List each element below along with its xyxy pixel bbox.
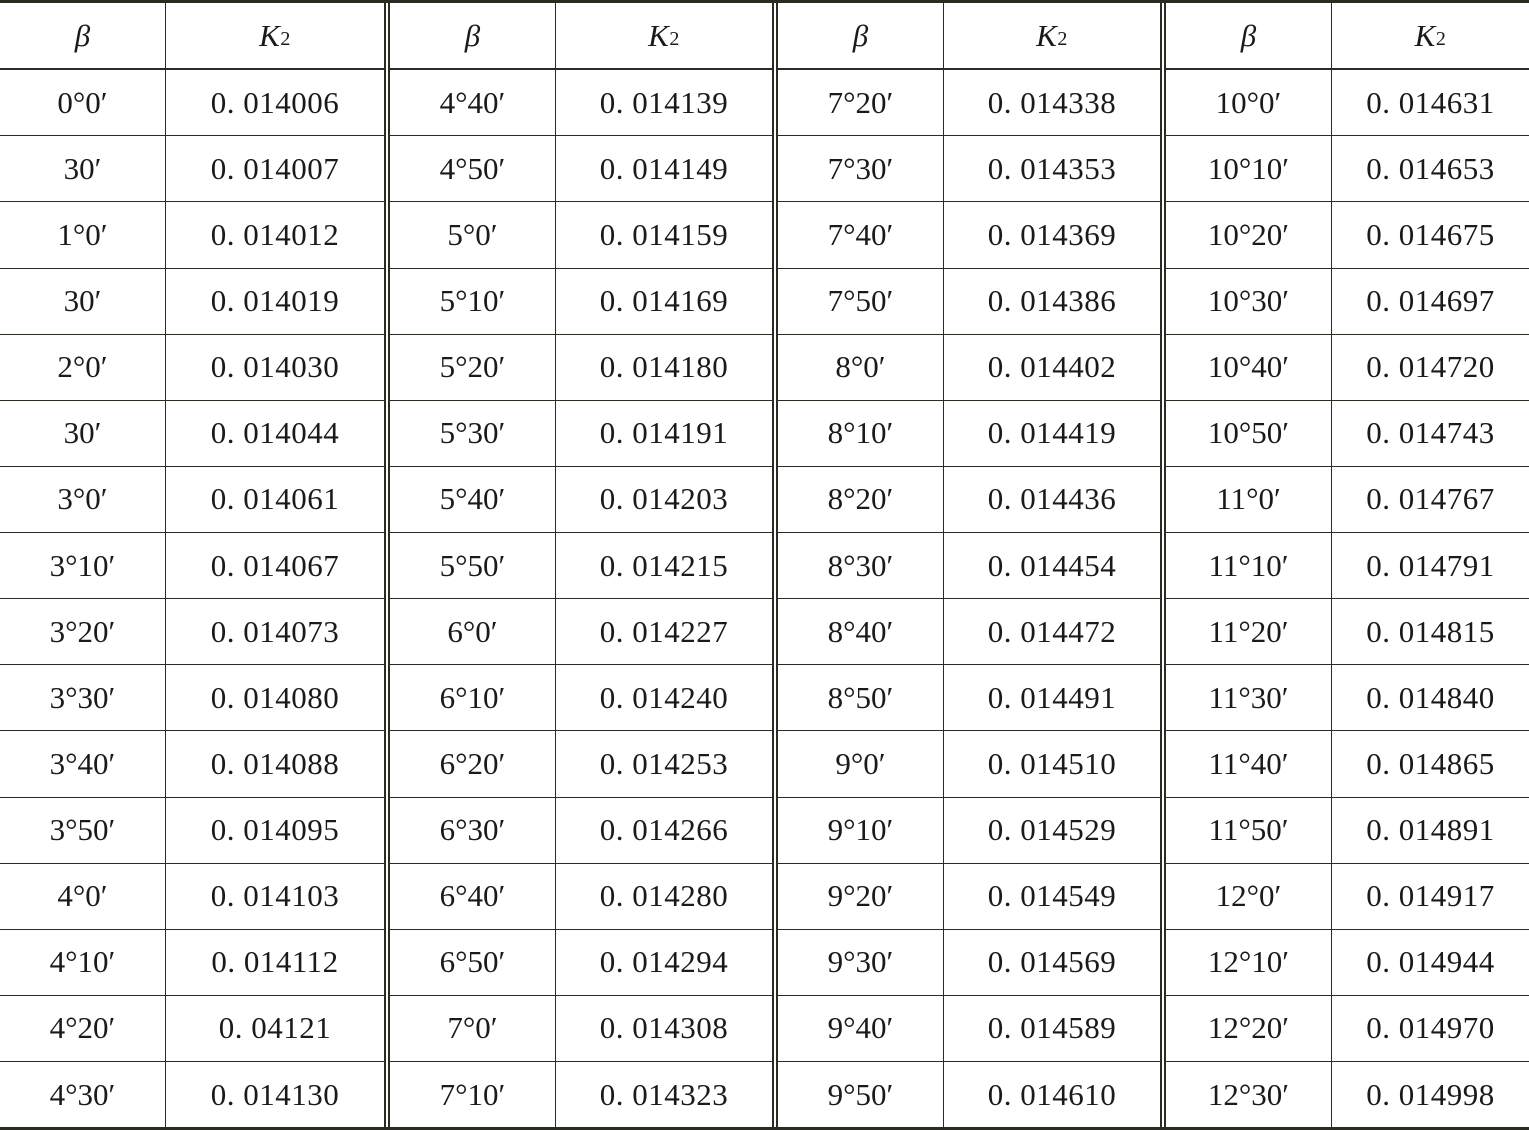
beta-cell: 6°30′: [390, 798, 556, 863]
k2-cell: 0. 014044: [210, 415, 340, 451]
table-row: [778, 533, 1160, 599]
beta-cell: 12°20′: [1166, 996, 1332, 1061]
beta-cell: 4°50′: [390, 136, 556, 201]
beta-cell: 3°10′: [0, 533, 166, 598]
table-row: [0, 136, 384, 202]
table-row: [1166, 202, 1529, 268]
k2-cell: 0. 014323: [599, 1076, 729, 1112]
table-row: [1166, 401, 1529, 467]
k2-cell: 0. 014203: [599, 481, 729, 517]
beta-cell: 9°0′: [778, 731, 944, 796]
k2-cell: 0. 014454: [987, 547, 1117, 583]
k2-cell: 0. 014103: [210, 878, 340, 914]
beta-cell: 5°10′: [390, 269, 556, 334]
table-row: [778, 798, 1160, 864]
k2-header-symbol: K: [1414, 17, 1436, 53]
k2-cell: 0. 014697: [1366, 283, 1495, 319]
k2-cell: 0. 014067: [210, 547, 340, 583]
beta-cell: 7°50′: [778, 269, 944, 334]
k2-cell: 0. 014815: [1366, 613, 1495, 649]
k2-cell: 0. 014944: [1366, 944, 1495, 980]
k2-cell: 0. 014743: [1366, 415, 1495, 451]
header-row: [778, 3, 1160, 70]
k2-cell: 0. 014215: [599, 547, 729, 583]
k2-cell: 0. 014998: [1366, 1076, 1495, 1112]
k2-cell: 0. 014529: [987, 812, 1117, 848]
beta-cell: 11°20′: [1166, 599, 1332, 664]
k2-cell: 0. 014510: [987, 745, 1117, 781]
k2-cell: 0. 014149: [599, 150, 729, 186]
table-row: [0, 798, 384, 864]
beta-cell: 8°0′: [778, 335, 944, 400]
k2-cell: 0. 014791: [1366, 547, 1495, 583]
k2-cell: 0. 04121: [218, 1010, 332, 1046]
k2-cell: 0. 014169: [599, 283, 729, 319]
beta-cell: 11°40′: [1166, 731, 1332, 796]
header-row: [390, 3, 772, 70]
table-row: [1166, 335, 1529, 401]
table-row: [778, 930, 1160, 996]
beta-cell: 4°0′: [0, 864, 166, 929]
beta-column-header: β: [1166, 3, 1332, 68]
k2-cell: 0. 014280: [599, 878, 729, 914]
table-row: [390, 798, 772, 864]
table-row: [390, 1062, 772, 1127]
table-row: [1166, 930, 1529, 996]
k2-cell: 0. 014061: [210, 481, 340, 517]
table-row: [390, 996, 772, 1062]
beta-cell: 9°40′: [778, 996, 944, 1061]
k2-header-symbol: K: [1036, 17, 1058, 53]
k2-header-symbol: K: [648, 17, 670, 53]
table-row: [0, 467, 384, 533]
beta-cell: 6°40′: [390, 864, 556, 929]
table-row: [390, 599, 772, 665]
beta-cell: 11°10′: [1166, 533, 1332, 598]
beta-cell: 30′: [0, 401, 166, 466]
table-row: [778, 335, 1160, 401]
k2-cell: 0. 014402: [987, 349, 1117, 385]
beta-cell: 9°10′: [778, 798, 944, 863]
table-row: [1166, 996, 1529, 1062]
table-row: [390, 731, 772, 797]
beta-cell: 3°0′: [0, 467, 166, 532]
table-row: [1166, 864, 1529, 930]
beta-cell: 4°30′: [0, 1062, 166, 1127]
k2-cell: 0. 014159: [599, 216, 729, 252]
table-row: [778, 467, 1160, 533]
k2-cell: 0. 014240: [599, 679, 729, 715]
k2-header-subscript: 2: [1057, 28, 1068, 51]
table-row: [0, 269, 384, 335]
k2-cell: 0. 014386: [987, 283, 1117, 319]
k2-cell: 0. 014191: [599, 415, 729, 451]
beta-cell: 30′: [0, 269, 166, 334]
table-row: [1166, 70, 1529, 136]
table-row: [390, 864, 772, 930]
k2-column-header: [166, 3, 384, 68]
table-row: [778, 401, 1160, 467]
k2-cell: 0. 014589: [987, 1010, 1117, 1046]
k2-cell: 0. 014491: [987, 679, 1117, 715]
table-row: [390, 401, 772, 467]
beta-cell: 8°50′: [778, 665, 944, 730]
beta-cell: 4°20′: [0, 996, 166, 1061]
k2-cell: 0. 014675: [1366, 216, 1495, 252]
table-row: [390, 269, 772, 335]
beta-cell: 11°30′: [1166, 665, 1332, 730]
k2-cell: 0. 014436: [987, 481, 1117, 517]
k2-cell: 0. 014369: [987, 216, 1117, 252]
beta-cell: 8°20′: [778, 467, 944, 532]
k2-cell: 0. 014631: [1366, 84, 1495, 120]
table-row: [1166, 599, 1529, 665]
table-row: [390, 335, 772, 401]
beta-cell: 3°20′: [0, 599, 166, 664]
table-row: [778, 731, 1160, 797]
beta-cell: 7°0′: [390, 996, 556, 1061]
beta-cell: 30′: [0, 136, 166, 201]
beta-cell: 10°20′: [1166, 202, 1332, 267]
table-row: [0, 1062, 384, 1127]
table-row: [1166, 665, 1529, 731]
beta-cell: 6°0′: [390, 599, 556, 664]
table-row: [390, 930, 772, 996]
table-row: [778, 599, 1160, 665]
k2-header-subscript: 2: [280, 28, 291, 51]
table-row: [778, 864, 1160, 930]
k2-cell: 0. 014227: [599, 613, 729, 649]
table-row: [390, 533, 772, 599]
table-row: [0, 996, 384, 1062]
k2-cell: 0. 014139: [599, 84, 729, 120]
beta-cell: 12°0′: [1166, 864, 1332, 929]
beta-cell: 7°40′: [778, 202, 944, 267]
table-row: [390, 665, 772, 731]
beta-cell: 5°50′: [390, 533, 556, 598]
table-row: [0, 202, 384, 268]
table-row: [778, 665, 1160, 731]
table-row: [1166, 136, 1529, 202]
k2-cell: 0. 014419: [987, 415, 1117, 451]
k2-cell: 0. 014253: [599, 745, 729, 781]
k2-cell: 0. 014353: [987, 150, 1117, 186]
k2-cell: 0. 014891: [1366, 812, 1495, 848]
k2-cell: 0. 014019: [210, 283, 340, 319]
table-block-4: [1160, 3, 1529, 1127]
k2-cell: 0. 014610: [987, 1076, 1117, 1112]
k2-cell: 0. 014012: [210, 216, 340, 252]
table-row: [778, 202, 1160, 268]
k2-cell: 0. 014180: [599, 349, 729, 385]
beta-cell: 9°20′: [778, 864, 944, 929]
table-row: [0, 864, 384, 930]
k2-cell: 0. 014007: [210, 150, 340, 186]
k2-header-symbol: K: [259, 17, 281, 53]
table-row: [0, 401, 384, 467]
beta-cell: 6°10′: [390, 665, 556, 730]
table-row: [0, 731, 384, 797]
k2-header-subscript: 2: [669, 28, 680, 51]
k2-cell: 0. 014549: [987, 878, 1117, 914]
k2-column-header: [1332, 3, 1529, 68]
table-row: [778, 70, 1160, 136]
table-row: [0, 533, 384, 599]
k2-cell: 0. 014130: [210, 1076, 340, 1112]
k2-cell: 0. 014006: [210, 84, 340, 120]
k2-cell: 0. 014472: [987, 613, 1117, 649]
table-block-3: [772, 3, 1160, 1127]
k2-cell: 0. 014294: [599, 944, 729, 980]
table-row: [390, 70, 772, 136]
table-row: [0, 930, 384, 996]
table-row: [778, 996, 1160, 1062]
k2-cell: 0. 014088: [210, 745, 340, 781]
table-row: [1166, 467, 1529, 533]
table-row: [390, 136, 772, 202]
beta-cell: 9°30′: [778, 930, 944, 995]
beta-cell: 5°0′: [390, 202, 556, 267]
table-row: [1166, 269, 1529, 335]
k2-column-header: [944, 3, 1160, 68]
k2-cell: 0. 014917: [1366, 878, 1495, 914]
beta-cell: 6°50′: [390, 930, 556, 995]
k2-cell: 0. 014720: [1366, 349, 1495, 385]
table-row: [1166, 1062, 1529, 1127]
table-row: [778, 269, 1160, 335]
beta-cell: 8°30′: [778, 533, 944, 598]
table-block-1: [0, 3, 384, 1127]
header-row: [1166, 3, 1529, 70]
header-row: [0, 3, 384, 70]
k2-cell: 0. 014338: [987, 84, 1117, 120]
k2-cell: 0. 014073: [210, 613, 340, 649]
k2-cell: 0. 014865: [1366, 745, 1495, 781]
table-row: [1166, 533, 1529, 599]
beta-cell: 8°40′: [778, 599, 944, 664]
beta-cell: 11°50′: [1166, 798, 1332, 863]
k2-cell: 0. 014653: [1366, 150, 1495, 186]
k2-cell: 0. 014112: [211, 944, 339, 980]
beta-cell: 12°30′: [1166, 1062, 1332, 1127]
k2-column-header: [556, 3, 772, 68]
table-row: [1166, 731, 1529, 797]
beta-cell: 3°50′: [0, 798, 166, 863]
beta-column-header: β: [390, 3, 556, 68]
beta-cell: 0°0′: [0, 70, 166, 135]
beta-column-header: β: [778, 3, 944, 68]
beta-cell: 12°10′: [1166, 930, 1332, 995]
table-row: [390, 202, 772, 268]
beta-cell: 6°20′: [390, 731, 556, 796]
beta-cell: 7°10′: [390, 1062, 556, 1127]
table-block-2: [384, 3, 772, 1127]
beta-cell: 10°10′: [1166, 136, 1332, 201]
beta-cell: 8°10′: [778, 401, 944, 466]
beta-cell: 3°40′: [0, 731, 166, 796]
k2-cell: 0. 014095: [210, 812, 340, 848]
table-row: [0, 599, 384, 665]
beta-cell: 11°0′: [1166, 467, 1332, 532]
beta-cell: 7°20′: [778, 70, 944, 135]
table-row: [0, 70, 384, 136]
k2-cell: 0. 014308: [599, 1010, 729, 1046]
k2-cell: 0. 014030: [210, 349, 340, 385]
k2-cell: 0. 014970: [1366, 1010, 1495, 1046]
beta-cell: 5°20′: [390, 335, 556, 400]
table-row: [0, 335, 384, 401]
beta-cell: 10°30′: [1166, 269, 1332, 334]
beta-cell: 3°30′: [0, 665, 166, 730]
table-row: [778, 136, 1160, 202]
beta-cell: 5°40′: [390, 467, 556, 532]
beta-cell: 1°0′: [0, 202, 166, 267]
beta-cell: 4°40′: [390, 70, 556, 135]
table-row: [390, 467, 772, 533]
k2-cell: 0. 014840: [1366, 679, 1495, 715]
k2-cell: 0. 014266: [599, 812, 729, 848]
k2-cell: 0. 014767: [1366, 481, 1495, 517]
beta-cell: 10°40′: [1166, 335, 1332, 400]
beta-cell: 10°0′: [1166, 70, 1332, 135]
k2-header-subscript: 2: [1435, 28, 1447, 51]
beta-cell: 7°30′: [778, 136, 944, 201]
table-row: [1166, 798, 1529, 864]
beta-cell: 10°50′: [1166, 401, 1332, 466]
k2-cell: 0. 014080: [210, 679, 340, 715]
beta-cell: 2°0′: [0, 335, 166, 400]
beta-cell: 9°50′: [778, 1062, 944, 1127]
beta-cell: 5°30′: [390, 401, 556, 466]
beta-column-header: β: [0, 3, 166, 68]
table-row: [778, 1062, 1160, 1127]
table-row: [0, 665, 384, 731]
beta-cell: 4°10′: [0, 930, 166, 995]
k2-cell: 0. 014569: [987, 944, 1117, 980]
